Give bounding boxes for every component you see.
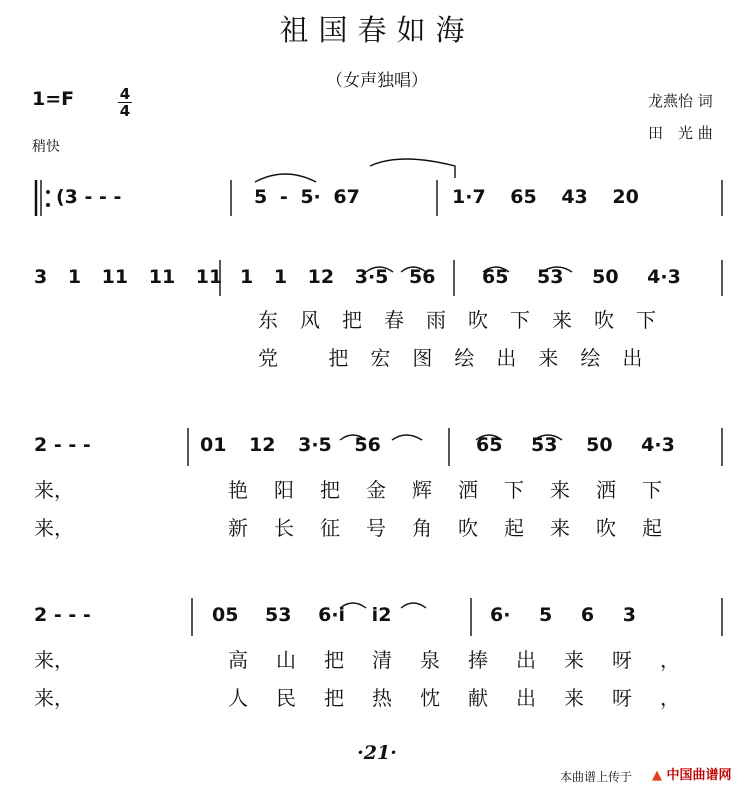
line2-measure2: 1 1 12 3·5 56 <box>240 266 436 288</box>
line4-lyric-verse1: 高山把清泉捧出来呀， <box>228 648 708 672</box>
line4-lyric-verse2: 人民把热忱献出来呀， <box>228 686 708 710</box>
upload-note: 本曲谱上传于 <box>560 770 633 784</box>
line4-measure3: 6· 5 6 3 <box>490 604 636 626</box>
line4-measure2: 05 53 6·i i2 <box>212 604 392 626</box>
line3-lyric-verse2-start: 来， <box>34 516 74 540</box>
line3-lyric-verse1: 艳阳把金辉洒下来洒下 <box>228 478 688 502</box>
meter-bottom: 4 <box>119 102 131 120</box>
lyricist-credit: 龙燕怡 词 <box>648 92 713 110</box>
page-number: ·21· <box>357 742 397 764</box>
site-name: 中国曲谱网 <box>666 768 732 783</box>
composer-credit: 田 光 曲 <box>648 124 713 142</box>
line4-lyric-verse2-start: 来， <box>34 686 74 710</box>
tempo-marking: 稍快 <box>32 139 60 155</box>
line1-measure1: (3 - - - <box>56 186 122 208</box>
site-logo[interactable] <box>652 764 732 783</box>
line3-lyric-verse2: 新长征号角吹起来吹起 <box>228 516 688 540</box>
song-title: 祖国春如海 <box>279 13 475 47</box>
line1-measure2: 5 - 5· 67 <box>254 186 360 208</box>
line4-measure1: 2 - - - <box>34 604 91 626</box>
line3-measure2: 01 12 3·5 56 <box>200 434 381 456</box>
fire-icon: ▲ <box>652 768 662 783</box>
meter-top: 4 <box>119 85 131 103</box>
line1-measure3: 1·7 65 43 20 <box>452 186 639 208</box>
line3-measure1: 2 - - - <box>34 434 91 456</box>
line2-lyric-verse2: 党 把宏图绘出来绘出 <box>258 346 665 370</box>
line2-measure3: 65 53 50 4·3 <box>482 266 681 288</box>
song-subtitle: （女声独唱） <box>326 71 428 91</box>
line2-lyric-verse1: 东风把春雨吹下来吹下 <box>258 308 678 332</box>
line3-lyric-verse1-start: 来， <box>34 478 74 502</box>
line4-lyric-verse1-start: 来， <box>34 648 74 672</box>
key-signature: 1=F <box>32 88 75 110</box>
line3-measure3: 65 53 50 4·3 <box>476 434 675 456</box>
line2-measure1: 3 1 11 11 11 <box>34 266 223 288</box>
